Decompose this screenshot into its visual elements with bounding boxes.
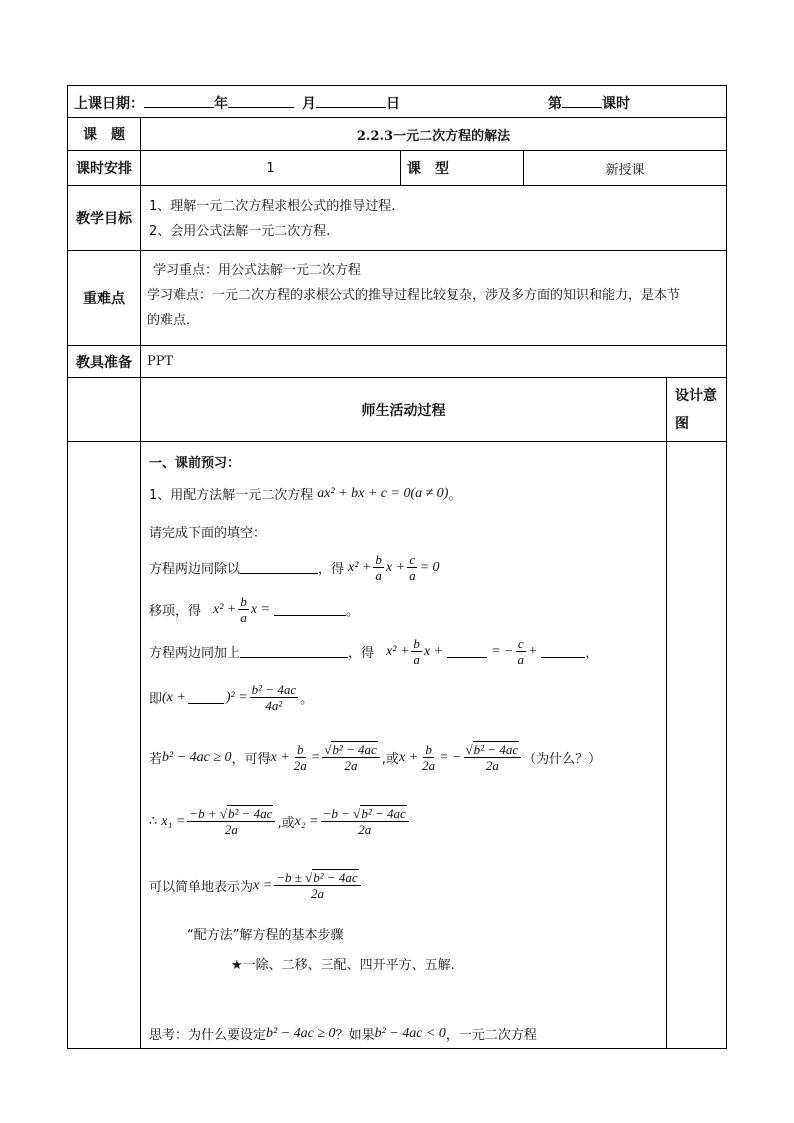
fill-prompt: 请完成下面的填空： (149, 526, 267, 541)
type-label: 课 型 (401, 151, 524, 185)
content-left-cell (68, 442, 141, 1048)
step-text: 即 (149, 692, 163, 707)
question-1: 1、用配方法解一元二次方程 ax² + bx + c = 0(a ≠ 0) 。 (149, 485, 462, 503)
period-prefix: 第 (548, 96, 562, 112)
step-text: （为什么？） (523, 752, 602, 767)
key-point: 学习重点：用公式法解一元二次方程 (153, 263, 362, 278)
question-text: 1、用配方法解一元二次方程 (149, 488, 314, 503)
roots-line: ∴ x₁ = $\frac{\text{−b + √b² − 4ac}}{2a}$ ,或 x₂ = $\frac{\text{−b − √b² − 4ac}}{2a}$ (149, 806, 411, 837)
date-label: 上课日期： (74, 96, 144, 112)
step-text: ？如果 (335, 1028, 375, 1043)
topic-value: 2.2.3一元二次方程的解法 (356, 128, 511, 144)
process-header-row (68, 378, 726, 442)
process-heading: 师生活动过程 (141, 378, 667, 441)
method-title: “配方法”解方程的基本步骤 (187, 928, 344, 943)
tools-row (68, 346, 726, 378)
step-text: 方程两边同除以 (149, 562, 241, 577)
step-text: ，一元二次方程 (445, 1028, 537, 1043)
equation: ax² + bx + c = 0(a ≠ 0) (317, 485, 449, 501)
design-intent-cell[interactable] (667, 442, 726, 1048)
step-text: 移项，得 (149, 604, 202, 619)
goal-item: 1、理解一元二次方程求根公式的推导过程. (149, 199, 396, 214)
step-text: ,或 (277, 816, 295, 831)
content-row (68, 442, 726, 1048)
focus-row (68, 251, 726, 346)
step-text: 思考：为什么要设定 (149, 1028, 267, 1043)
focus-label: 重难点 (68, 251, 141, 345)
answer-blank[interactable] (240, 645, 348, 658)
step-1: 方程两边同除以 ，得 x² + $\frac{b}{a}$ x + $\frac{c}{a}$ = 0 (149, 552, 440, 583)
design-heading (667, 382, 726, 438)
period-blank[interactable] (562, 95, 602, 108)
content-main-cell (141, 442, 667, 1048)
day-blank[interactable] (316, 95, 386, 108)
date-line (74, 93, 400, 113)
year-blank[interactable] (144, 95, 214, 108)
step-text: ，得 (348, 646, 375, 661)
therefore-sign: ∴ (149, 814, 158, 829)
step-2: 移项，得 x² + $\frac{b}{a}$ x = 。 (149, 594, 360, 625)
period-suffix: 课时 (602, 96, 630, 112)
step-text: ，得 (318, 562, 345, 577)
empty-cell (68, 378, 141, 441)
goals-row (68, 186, 726, 251)
answer-blank[interactable] (541, 645, 585, 658)
schedule-label: 课时安排 (68, 151, 141, 185)
goal-item: 2、会用公式法解一元二次方程. (149, 224, 331, 239)
schedule-value: 1 (141, 151, 401, 185)
think-line: 思考：为什么要设定 b² − 4ac ≥ 0 ？如果 b² − 4ac < 0 ，一元二次方程 (149, 1025, 537, 1043)
answer-blank[interactable] (447, 645, 487, 658)
month-label: 月 (302, 96, 316, 112)
answer-blank[interactable] (188, 691, 224, 704)
step-5: 若 b² − 4ac ≥ 0 ，可得 x + $\frac{b}{2a}$ = $\frac{\text{√b² − 4ac}}{2a}$ ,或 x + $\frac{b}{2a}$ = − $\frac{\text{√b² − 4ac}}{2a}$ （为什么？） (149, 742, 602, 773)
section-title: 一、课前预习： (149, 456, 241, 471)
answer-blank[interactable] (240, 561, 318, 574)
tools-label: 教具准备 (68, 346, 141, 377)
goals-list (149, 194, 395, 244)
day-label: 日 (386, 96, 400, 112)
focus-text (147, 258, 680, 333)
design-heading-line: 图 (675, 416, 689, 432)
step-4: 即 (x + )² = $\frac{\text{b² − 4ac}}{\text{4a²}}$ 。 (149, 682, 314, 713)
goals-label: 教学目标 (68, 186, 141, 250)
topic-label: 课 题 (68, 118, 141, 150)
step-text: ,或 (381, 752, 399, 767)
type-value: 新授课 (605, 162, 645, 178)
lesson-plan-table (67, 85, 727, 1049)
difficulty-line: 的难点. (147, 313, 191, 328)
tools-value: PPT (147, 354, 174, 369)
month-blank[interactable] (228, 95, 294, 108)
year-label: 年 (214, 96, 228, 112)
schedule-row (68, 151, 726, 186)
step-text: 方程两边同加上 (149, 646, 241, 661)
formula-line: 可以简单地表示为 x = $\frac{\text{−b ± √b² − 4ac}}{2a}$ (149, 870, 363, 901)
step-text: ，可得 (231, 752, 271, 767)
difficulty-line: 学习难点：一元二次方程的求根公式的推导过程比较复杂，涉及多方面的知识和能力，是本节 (147, 288, 681, 303)
answer-blank[interactable] (274, 603, 346, 616)
topic-row (68, 118, 726, 151)
design-heading-line: 设计意 (675, 388, 717, 404)
step-text: 可以简单地表示为 (149, 880, 254, 895)
step-3: 方程两边同加上 ，得 x² + $\frac{b}{a}$ x + = − $\frac{c}{a}$ + ， (149, 636, 599, 667)
period-line (548, 93, 630, 113)
date-row (68, 86, 726, 118)
method-steps: ★一除、二移、三配、四开平方、五解. (231, 958, 455, 973)
step-text: 若 (149, 752, 163, 767)
